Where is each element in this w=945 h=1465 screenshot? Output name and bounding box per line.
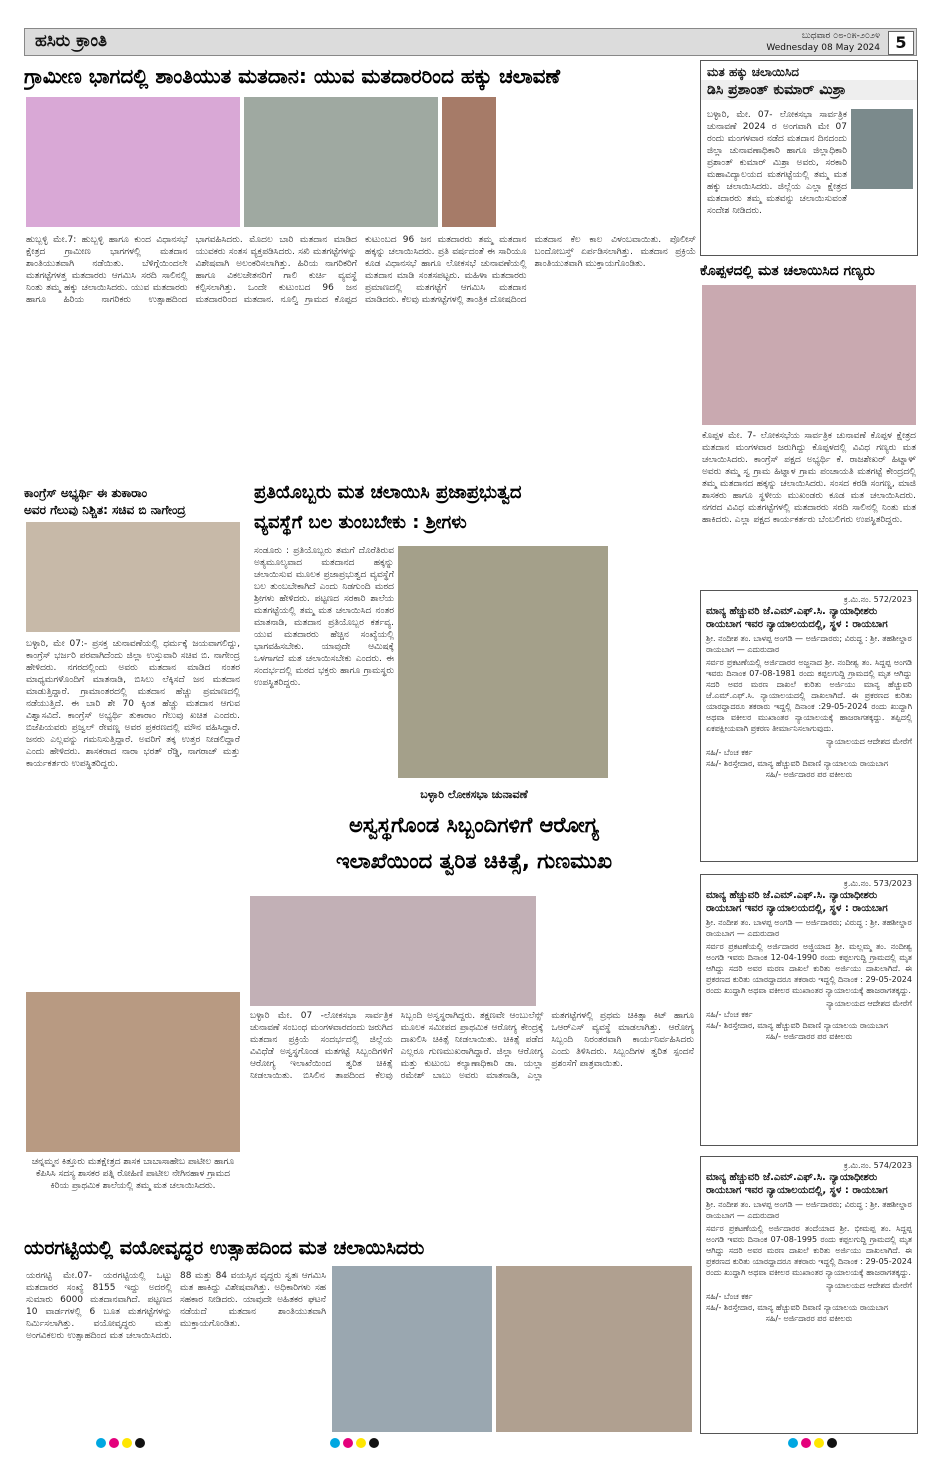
congress-headline-2: ಅವರ ಗೆಲುವು ನಿಶ್ಚಿತ: ಸಚಿವ ಬಿ ನಾಗೇಂದ್ರ bbox=[24, 503, 186, 517]
health-photo-collage bbox=[250, 896, 536, 1006]
registration-dot bbox=[330, 1438, 340, 1448]
health-body: ಬಳ್ಳಾರಿ ಮೇ. 07 -ಲೋಕಸಭಾ ಸಾರ್ವತ್ರಿಕ ಚುನಾವಣೆ ಸಂಬಂಧ ಮಂಗಳವಾರದಂದು ಜರುಗಿದ ಮತದಾನ ಪ್ರಕ್ರಿಯೆ ಸಂದರ್ಭದಲ್ಲಿ ಜಿಲ್ಲೆಯ ವಿವಿಧೆಡೆ ಅಸ್ವಸ್ಥಗೊಂಡ ಮತಗಟ್ಟೆ ಸಿಬ್ಬಂದಿಗಳಿಗೆ ಆರೋಗ್ಯ ಇಲಾಖೆಯಿಂದ ತ್ವರಿತ ಚಿಕಿತ್ಸೆ ನೀಡಲಾಯಿತು. ಬಿಸಿಲಿನ ತಾಪದಿಂದ ಕೆಲವು ಸಿಬ್ಬಂದಿ ಅಸ್ವಸ್ಥರಾಗಿದ್ದರು. ತಕ್ಷಣವೇ ಆಂಬುಲೆನ್ಸ್ ಮೂಲಕ ಸಮೀಪದ ಪ್ರಾಥಮಿಕ ಆರೋಗ್ಯ ಕೇಂದ್ರಕ್ಕೆ ದಾಖಲಿಸಿ ಚಿಕಿತ್ಸೆ ನೀಡಲಾಯಿತು. ಚಿಕಿತ್ಸೆ ಪಡೆದ ಎಲ್ಲರೂ ಗುಣಮುಖರಾಗಿದ್ದಾರೆ. ಜಿಲ್ಲಾ ಆರೋಗ್ಯ ಮತ್ತು ಕುಟುಂಬ ಕಲ್ಯಾಣಾಧಿಕಾರಿ ಡಾ. ಯಲ್ಲಾ ರಮೇಶ್ ಬಾಬು ಅವರು ಮಾತನಾಡಿ, ಎಲ್ಲಾ ಮತಗಟ್ಟೆಗಳಲ್ಲಿ ಪ್ರಥಮ ಚಿಕಿತ್ಸಾ ಕಿಟ್ ಹಾಗೂ ಒಆರ್‌ಎಸ್ ವ್ಯವಸ್ಥೆ ಮಾಡಲಾಗಿತ್ತು. ಆರೋಗ್ಯ ಸಿಬ್ಬಂದಿ ನಿರಂತರವಾಗಿ ಕಾರ್ಯನಿರ್ವಹಿಸಿದರು ಎಂದು ತಿಳಿಸಿದರು. ಸಿಬ್ಬಂದಿಗಳ ತ್ವರಿತ ಸ್ಪಂದನೆ ಪ್ರಶಂಸೆಗೆ ಪಾತ್ರವಾಯಿತು. bbox=[250, 1011, 694, 1081]
notice-3-judge: ಸಹಿ/- ಶಿರಸ್ತೇದಾರ, ಮಾನ್ಯ ಹೆಚ್ಚುವರಿ ದಿವಾಣಿ ನ್ಯಾಯಾಲಯ ರಾಯಬಾಗ bbox=[706, 1303, 889, 1312]
dc-photo bbox=[851, 109, 913, 189]
issue-date-en: Wednesday 08 May 2024 bbox=[766, 43, 880, 53]
notice-3-case-no: ಕ್ರ.ಮಿ.ನಂ. 574/2023 bbox=[843, 1161, 912, 1170]
lead-headline: ಗ್ರಾಮೀಣ ಭಾಗದಲ್ಲಿ ಶಾಂತಿಯುತ ಮತದಾನ: ಯುವ ಮತದಾರರಿಂದ ಹಕ್ಕು ಚಲಾವಣೆ bbox=[24, 64, 561, 88]
paper-name: ಹಸಿರು ಕ್ರಾಂತಿ bbox=[35, 31, 108, 51]
notice-3-parties: ಶ್ರೀ. ನಂದೀಶ ತಂ. ಬಾಳಪ್ಪ ಅಂಗಡಿ — ಅರ್ಜಿದಾರರು; ವಿರುದ್ಧ : ಶ್ರೀ. ತಹಶೀಲ್ದಾರ ರಾಯಬಾಗ — ಎದುರುದಾರ bbox=[706, 1200, 912, 1220]
elders-body: ಯರಗಟ್ಟಿ ಮೇ.07- ಯರಗಟ್ಟಿಯಲ್ಲಿ ಒಟ್ಟು ಮತದಾರರ ಸಂಖ್ಯೆ 8155 ಇದ್ದು ಅದರಲ್ಲಿ ಸುಮಾರು 6000 ಮತದಾನವಾಗಿದೆ. ಪಟ್ಟಣದ 10 ವಾರ್ಡಗಳಲ್ಲಿ 6 ಬೂತ ಮತಗಟ್ಟೆಗಳನ್ನು ನಿರ್ಮಿಸಲಾಗಿತ್ತು. ವಯೋವೃದ್ಧರು ಮತ್ತು ಅಂಗವಿಕಲರು ಉತ್ಸಾಹದಿಂದ ಮತ ಚಲಾಯಿಸಿದರು. 88 ಮತ್ತು 84 ವಯಸ್ಸಿನ ವೃದ್ಧರು ಸ್ವತಃ ಆಗಮಿಸಿ ಮತ ಹಾಕಿದ್ದು ವಿಶೇಷವಾಗಿತ್ತು. ಅಧಿಕಾರಿಗಳು ಸಹ ಸಹಕಾರ ನೀಡಿದರು. ಯಾವುದೇ ಅಹಿತಕರ ಘಟನೆ ನಡೆಯದೆ ಮತದಾನ ಶಾಂತಿಯುತವಾಗಿ ಮುಕ್ತಾಯಗೊಂಡಿತು. bbox=[26, 1271, 326, 1341]
elders-photo-1 bbox=[332, 1266, 492, 1432]
notice-1-order: ನ್ಯಾಯಾಲಯದ ಆದೇಶದ ಮೇರೆಗೆ bbox=[826, 737, 912, 746]
registration-dot bbox=[109, 1438, 119, 1448]
swamiji-headline-2: ವ್ಯವಸ್ಥೆಗೆ ಬಲ ತುಂಬಬೇಕು : ಶ್ರೀಗಳು bbox=[254, 512, 467, 533]
notice-3-clerk: ಸಹಿ/- ಬೆಂಚ ಕರ್ಕ bbox=[706, 1292, 753, 1301]
notice-2-case-no: ಕ್ರ.ಮಿ.ನಂ. 573/2023 bbox=[843, 879, 912, 888]
print-marks-left bbox=[96, 1438, 156, 1452]
issue-date bbox=[766, 30, 880, 54]
notice-2-judge: ಸಹಿ/- ಶಿರಸ್ತೇದಾರ, ಮಾನ್ಯ ಹೆಚ್ಚುವರಿ ದಿವಾಣಿ ನ್ಯಾಯಾಲಯ ರಾಯಬಾಗ bbox=[706, 1021, 889, 1030]
koppal-photo-collage bbox=[702, 285, 916, 425]
masthead bbox=[24, 28, 917, 56]
print-marks-right bbox=[788, 1438, 848, 1452]
lead-body-top bbox=[500, 97, 696, 227]
registration-dot bbox=[122, 1438, 132, 1448]
health-body-right bbox=[540, 880, 694, 1006]
mla-photo-caption: ಚನ್ನಮ್ಮನ ಕಿತ್ತೂರು ಮತಕ್ಷೇತ್ರದ ಶಾಸಕ ಬಾಬಾಸಾಹೇಬ ಪಾಟೀಲ ಹಾಗೂ ಕೆಪಿಸಿಸಿ ಸದಸ್ಯ ಶಾಸಕರ ಪತ್ನಿ ರೋಹಿಣಿ ಪಾಟೀಲ ನೇಗಿನಹಾಳ ಗ್ರಾಮದ ಕಿರಿಯ ಪ್ರಾಥಮಿಕ ಶಾಲೆಯಲ್ಲಿ ತಮ್ಮ ಮತ ಚಲಾಯಿಸಿದರು. bbox=[31, 1157, 235, 1191]
swamiji-body: ಸಂಡೂರು : ಪ್ರತಿಯೊಬ್ಬರು ತಮಗೆ ದೊರೆತಿರುವ ಅತ್ಯಮೂಲ್ಯವಾದ ಮತದಾನದ ಹಕ್ಕನ್ನು ಚಲಾಯಿಸುವ ಮೂಲಕ ಪ್ರಜಾಪ್ರಭುತ್ವದ ವ್ಯವಸ್ಥೆಗೆ ಬಲ ತುಂಬಬೇಕಾಗಿದೆ ಎಂದು ನಿಡಗುಂದಿ ಮಠದ ಶ್ರೀಗಳು ಹೇಳಿದರು. ಪಟ್ಟಣದ ಸರಕಾರಿ ಶಾಲೆಯ ಮತಗಟ್ಟೆಯಲ್ಲಿ ತಮ್ಮ ಮತ ಚಲಾಯಿಸಿದ ನಂತರ ಮಾತನಾಡಿ, ಮತದಾನ ಪ್ರತಿಯೊಬ್ಬರ ಕರ್ತವ್ಯ. ಯುವ ಮತದಾರರು ಹೆಚ್ಚಿನ ಸಂಖ್ಯೆಯಲ್ಲಿ ಭಾಗವಹಿಸಬೇಕು. ಯಾವುದೇ ಆಮಿಷಕ್ಕೆ ಒಳಗಾಗದೆ ಮತ ಚಲಾಯಿಸಬೇಕು ಎಂದರು. ಈ ಸಂದರ್ಭದಲ್ಲಿ ಮಠದ ಭಕ್ತರು ಹಾಗೂ ಗ್ರಾಮಸ್ಥರು ಉಪಸ್ಥಿತರಿದ್ದರು. bbox=[254, 546, 394, 688]
health-headline-2: ಇಲಾಖೆಯಿಂದ ತ್ವರಿತ ಚಿಕಿತ್ಸೆ, ಗುಣಮುಖ bbox=[335, 849, 613, 873]
registration-dot bbox=[96, 1438, 106, 1448]
swamiji-headline-1: ಪ್ರತಿಯೊಬ್ಬರು ಮತ ಚಲಾಯಿಸಿ ಪ್ರಜಾಪ್ರಭುತ್ವದ bbox=[254, 482, 522, 503]
notice-3-body: ಸರ್ವರ ಪ್ರಕಟಣೆಯಲ್ಲಿ ಅರ್ಜಿದಾರರ ತಂದೆಯಾದ ಶ್ರೀ. ಭೀಮಪ್ಪ ತಂ. ಸಿದ್ದಪ್ಪ ಅಂಗಡಿ ಇವರು ದಿನಾಂಕ 07-08-1995 ರಂದು ಕಪ್ಪಲಗುದ್ದಿ ಗ್ರಾಮದಲ್ಲಿ ಮೃತ ಆಗಿದ್ದು ಸದರಿ ಅವರ ಮರಣ ದಾಖಲೆ ಕುರಿತು ಅರ್ಜಿಯು ದಾಖಲಾಗಿದೆ. ಈ ಪ್ರಕರಣದ ಕುರಿತು ಯಾರದ್ದಾದರೂ ತಕರಾರು ಇದ್ದಲ್ಲಿ ದಿನಾಂಕ : 29-05-2024 ರಂದು ಖುದ್ದಾಗಿ ಅಥವಾ ವಕೀಲರ ಮುಖಾಂತರ ನ್ಯಾಯಾಲಯಕ್ಕೆ ಹಾಜರಾಗತಕ್ಕದ್ದು. bbox=[706, 1224, 912, 1277]
dc-story bbox=[700, 60, 918, 256]
court-notice-2 bbox=[700, 874, 918, 1146]
notice-2-clerk: ಸಹಿ/- ಬೆಂಚ ಕರ್ಕ bbox=[706, 1010, 753, 1019]
dc-headline: ಡಿಸಿ ಪ್ರಶಾಂತ್ ಕುಮಾರ್ ಮಿಶ್ರಾ bbox=[701, 80, 917, 100]
registration-dot bbox=[356, 1438, 366, 1448]
registration-dot bbox=[135, 1438, 145, 1448]
registration-dot bbox=[788, 1438, 798, 1448]
registration-dot bbox=[801, 1438, 811, 1448]
notice-2-advocate: ಸಹಿ/- ಅರ್ಜಿದಾರರ ಪರ ವಕೀಲರು bbox=[765, 1032, 853, 1041]
notice-3-order: ನ್ಯಾಯಾಲಯದ ಆದೇಶದ ಮೇರೆಗೆ bbox=[826, 1281, 912, 1290]
notice-1-court: ಮಾನ್ಯ ಹೆಚ್ಚುವರಿ ಜೆ.ಎಮ್.ಎಫ್.ಸಿ. ನ್ಯಾಯಾಧೀಶರು ರಾಯಬಾಗ ಇವರ ನ್ಯಾಯಾಲಯದಲ್ಲಿ, ಸ್ಥಳ : ರಾಯಬಾಗ bbox=[706, 606, 888, 630]
elders-headline: ಯರಗಟ್ಟಿಯಲ್ಲಿ ವಯೋವೃದ್ಧರ ಉತ್ಸಾಹದಿಂದ ಮತ ಚಲಾಯಿಸಿದರು bbox=[24, 1237, 425, 1259]
elders-photo-2 bbox=[496, 1266, 692, 1432]
swamiji-photo bbox=[398, 546, 608, 778]
notice-2-court: ಮಾನ್ಯ ಹೆಚ್ಚುವರಿ ಜೆ.ಎಮ್.ಎಫ್.ಸಿ. ನ್ಯಾಯಾಧೀಶರು ರಾಯಬಾಗ ಇವರ ನ್ಯಾಯಾಲಯದಲ್ಲಿ, ಸ್ಥಳ : ರಾಯಬಾಗ bbox=[706, 890, 888, 914]
notice-1-advocate: ಸಹಿ/- ಅರ್ಜಿದಾರರ ಪರ ವಕೀಲರು bbox=[765, 770, 853, 779]
dc-kicker: ಮತ ಹಕ್ಕು ಚಲಾಯಿಸಿದ bbox=[707, 65, 800, 79]
registration-dot bbox=[369, 1438, 379, 1448]
sakhi-booth-photo bbox=[26, 97, 240, 227]
koppal-headline: ಕೊಪ್ಪಳದಲ್ಲಿ ಮತ ಚಲಾಯಿಸಿದ ಗಣ್ಯರು bbox=[700, 263, 875, 279]
notice-2-order: ನ್ಯಾಯಾಲಯದ ಆದೇಶದ ಮೇರೆಗೆ bbox=[826, 999, 912, 1008]
notice-2-body: ಸರ್ವರ ಪ್ರಕಟಣೆಯಲ್ಲಿ ಅರ್ಜಿದಾರರ ಅಜ್ಜಿಯಾದ ಶ್ರೀ. ಮಲ್ಲಮ್ಮ ತಂ. ನಂದೀಶ್ವ ಅಂಗಡಿ ಇವರು ದಿನಾಂಕ 12-04-1990 ರಂದು ಕಪ್ಪಲಗುದ್ದಿ ಗ್ರಾಮದಲ್ಲಿ ಮೃತ ಆಗಿದ್ದು ಸದರಿ ಅವರ ಮರಣ ದಾಖಲೆ ಕುರಿತು ಅರ್ಜಿಯು ದಾಖಲಾಗಿದೆ. ಈ ಪ್ರಕರಣದ ಕುರಿತು ಯಾರದ್ದಾದರೂ ತಕರಾರು ಇದ್ದಲ್ಲಿ ದಿನಾಂಕ : 29-05-2024 ರಂದು ಖುದ್ದಾಗಿ ಅಥವಾ ವಕೀಲರ ಮುಖಾಂತರ ನ್ಯಾಯಾಲಯಕ್ಕೆ ಹಾಜರಾಗತಕ್ಕದ್ದು. bbox=[706, 942, 912, 995]
notice-1-body: ಸರ್ವರ ಪ್ರಕಟಣೆಯಲ್ಲಿ ಅರ್ಜಿದಾರರ ಅಜ್ಜನಾದ ಶ್ರೀ. ನಂದೀಶ್ವ ತಂ. ಸಿದ್ದಪ್ಪ ಅಂಗಡಿ ಇವರು ದಿನಾಂಕ 07-08-1981 ರಂದು ಕಪ್ಪಲಗುದ್ದಿ ಗ್ರಾಮದಲ್ಲಿ ಮೃತ ಆಗಿದ್ದು ಸದರಿ ಅವರ ಮರಣ ದಾಖಲೆ ಕುರಿತು ಅರ್ಜಿಯು ಮಾನ್ಯ ಹೆಚ್ಚುವರಿ ಜೆ.ಎಮ್.ಎಫ್.ಸಿ. ನ್ಯಾಯಾಲಯದಲ್ಲಿ ದಾಖಲಾಗಿದೆ. ಈ ಪ್ರಕರಣದ ಕುರಿತು ಯಾರದ್ದಾದರೂ ತಕರಾರು ಇದ್ದಲ್ಲಿ ದಿನಾಂಕ :29-05-2024 ರಂದು ಖುದ್ದಾಗಿ ಅಥವಾ ವಕೀಲರ ಮುಖಾಂತರ ನ್ಯಾಯಾಲಯಕ್ಕೆ ಹಾಜರಾಗತಕ್ಕದ್ದು. ತಪ್ಪಿದಲ್ಲಿ ಏಕಪಕ್ಷೀಯವಾಗಿ ಪ್ರಕರಣ ತೀರ್ಮಾನಿಸಲಾಗುವುದು. bbox=[706, 658, 912, 733]
elderly-voter-photo bbox=[442, 97, 496, 227]
notice-1-parties: ಶ್ರೀ. ನಂದೀಶ ತಂ. ಬಾಳಪ್ಪ ಅಂಗಡಿ — ಅರ್ಜಿದಾರರು; ವಿರುದ್ಧ : ಶ್ರೀ. ತಹಶೀಲ್ದಾರ ರಾಯಬಾಗ — ಎದುರುದಾರ bbox=[706, 634, 912, 654]
notice-1-judge: ಸಹಿ/- ಶಿರಸ್ತೇದಾರ, ಮಾನ್ಯ ಹೆಚ್ಚುವರಿ ದಿವಾಣಿ ನ್ಯಾಯಾಲಯ ರಾಯಬಾಗ bbox=[706, 759, 889, 768]
notice-2-parties: ಶ್ರೀ. ನಂದೀಶ ತಂ. ಬಾಳಪ್ಪ ಅಂಗಡಿ — ಅರ್ಜಿದಾರರು; ವಿರುದ್ಧ : ಶ್ರೀ. ತಹಶೀಲ್ದಾರ ರಾಯಬಾಗ — ಎದುರುದಾರ bbox=[706, 918, 912, 938]
koppal-body: ಕೊಪ್ಪಳ ಮೇ. 7- ಲೋಕಸಭೆಯ ಸಾರ್ವತ್ರಿಕ ಚುನಾವಣೆ ಕೊಪ್ಪಳ ಕ್ಷೇತ್ರದ ಮತದಾನ ಮಂಗಳವಾರ ಜರುಗಿದ್ದು ಕೊಪ್ಪಳದಲ್ಲಿ ವಿವಿಧ ಗಣ್ಯರು ಮತ ಚಲಾಯಿಸಿದರು. ಕಾಂಗ್ರೆಸ್ ಪಕ್ಷದ ಅಭ್ಯರ್ಥಿ ಕೆ. ರಾಜಶೇಖರ್ ಹಿಟ್ನಾಳ್ ಅವರು ತಮ್ಮ ಸ್ವ ಗ್ರಾಮ ಹಿಟ್ನಾಳ ಗ್ರಾಮ ಪಂಚಾಯತಿ ಮತಗಟ್ಟೆ ಕೇಂದ್ರದಲ್ಲಿ ತಮ್ಮ ಮತದಾನದ ಹಕ್ಕನ್ನು ಚಲಾಯಿಸಿದರು. ಸಂಸದ ಕರಡಿ ಸಂಗಣ್ಣ, ಮಾಜಿ ಶಾಸಕರು ಹಾಗೂ ಸ್ಥಳೀಯ ಮುಖಂಡರು ಕೂಡ ಮತ ಚಲಾಯಿಸಿದರು. ನಗರದ ವಿವಿಧ ಮತಗಟ್ಟೆಗಳಲ್ಲಿ ಮತದಾರರು ಸರದಿ ಸಾಲಿನಲ್ಲಿ ನಿಂತು ಮತ ಹಾಕಿದರು. ಎಲ್ಲಾ ಪಕ್ಷದ ಕಾರ್ಯಕರ್ತರು ಬೆಂಬಲಿಗರು ಉಪಸ್ಥಿತರಿದ್ದರು. bbox=[702, 431, 916, 525]
notice-3-court: ಮಾನ್ಯ ಹೆಚ್ಚುವರಿ ಜೆ.ಎಮ್.ಎಫ್.ಸಿ. ನ್ಯಾಯಾಧೀಶರು ರಾಯಬಾಗ ಇವರ ನ್ಯಾಯಾಲಯದಲ್ಲಿ, ಸ್ಥಳ : ರಾಯಬಾಗ bbox=[706, 1172, 888, 1196]
mla-couple-photo bbox=[26, 992, 240, 1152]
issue-date-kn: ಬುಧವಾರ ೦೮-೦೫-೨೦೨೪ bbox=[801, 31, 880, 41]
congress-headline-1: ಕಾಂಗ್ರೆಸ್ ಅಭ್ಯರ್ಥಿ ಈ ತುಕಾರಾಂ bbox=[24, 486, 148, 500]
health-headline-1: ಅಸ್ವಸ್ಥಗೊಂಡ ಸಿಬ್ಬಂದಿಗಳಿಗೆ ಆರೋಗ್ಯ bbox=[348, 813, 600, 837]
congress-body: ಬಳ್ಳಾರಿ, ಮೇ 07:- ಪ್ರಸಕ್ತ ಚುನಾವಣೆಯಲ್ಲಿ ಧರ್ಮಕ್ಕೆ ಜಯವಾಗಲಿದ್ದು, ಕಾಂಗ್ರೆಸ್ ಭರ್ಜರಿ ಪರವಾಗಿದೆಂದು ಜಿಲ್ಲಾ ಉಸ್ತುವಾರಿ ಸಚಿವ ಬಿ. ನಾಗೇಂದ್ರ ಹೇಳಿದರು. ನಗರದಲ್ಲಿಂದು ಅವರು ಮತದಾನ ಮಾಡಿದ ನಂತರ ಮಾಧ್ಯಮಗಳೊಂದಿಗೆ ಮಾತನಾಡಿ, ಬಿಸಿಲು ಲೆಕ್ಕಿಸದೆ ಜನ ಮತದಾನ ಮಾಡುತ್ತಿದ್ದಾರೆ. ಗ್ರಾಮಾಂತರದಲ್ಲಿ ಮತದಾನ ಹೆಚ್ಚು ಪ್ರಮಾಣದಲ್ಲಿ ನಡೆಯುತ್ತಿದೆ. ಈ ಬಾರಿ ಶೇ 70 ಕ್ಕಿಂತ ಹೆಚ್ಚು ಮತದಾನ ಆಗುವ ವಿಶ್ವಾಸವಿದೆ. ಕಾಂಗ್ರೆಸ್ ಅಭ್ಯರ್ಥಿ ತುಕಾರಾಂ ಗೆಲುವು ಖಚಿತ ಎಂದರು. ಬಿಜೆಪಿಯವರು ಪ್ರಜ್ವಲ್ ರೇವಣ್ಣ ಅವರ ಪ್ರಕರಣದಲ್ಲಿ ಮೌನ ವಹಿಸಿದ್ದಾರೆ. ಜನರು ಎಲ್ಲವನ್ನು ಗಮನಿಸುತ್ತಿದ್ದಾರೆ. ಅವರಿಗೆ ತಕ್ಕ ಉತ್ತರ ನೀಡಲಿದ್ದಾರೆ ಎಂದು ಹೇಳಿದರು. ಶಾಸಕರಾದ ನಾರಾ ಭರತ್ ರೆಡ್ಡಿ, ನಾಗರಾಜ್ ಮತ್ತು ಕಾರ್ಯಕರ್ತರು ಉಪಸ್ಥಿತರಿದ್ದರು. bbox=[26, 639, 240, 769]
lead-body: ಹುಬ್ಬಳ್ಳಿ ಮೇ.7: ಹುಬ್ಬಳ್ಳಿ ಹಾಗೂ ಕುಂದ ವಿಧಾನಸಭೆ ಕ್ಷೇತ್ರದ ಗ್ರಾಮೀಣ ಭಾಗಗಳಲ್ಲಿ ಮತದಾನ ಶಾಂತಿಯುತವಾಗಿ ನಡೆಯಿತು. ಬೆಳಿಗ್ಗೆಯಿಂದಲೇ ಮತಗಟ್ಟೆಗಳತ್ತ ಮತದಾರರು ಆಗಮಿಸಿ ಸರದಿ ಸಾಲಿನಲ್ಲಿ ನಿಂತು ತಮ್ಮ ಹಕ್ಕು ಚಲಾಯಿಸಿದರು. ಯುವ ಮತದಾರರು ಹಾಗೂ ಹಿರಿಯ ನಾಗರಿಕರು ಉತ್ಸಾಹದಿಂದ ಭಾಗವಹಿಸಿದರು. ಮೊದಲ ಬಾರಿ ಮತದಾನ ಮಾಡಿದ ಯುವಕರು ಸಂತಸ ವ್ಯಕ್ತಪಡಿಸಿದರು. ಸಖಿ ಮತಗಟ್ಟೆಗಳನ್ನು ವಿಶೇಷವಾಗಿ ಅಲಂಕರಿಸಲಾಗಿತ್ತು. ಹಿರಿಯ ನಾಗರಿಕರಿಗೆ ಹಾಗೂ ವಿಕಲಚೇತನರಿಗೆ ಗಾಲಿ ಕುರ್ಚಿ ವ್ಯವಸ್ಥೆ ಕಲ್ಪಿಸಲಾಗಿತ್ತು. ಒಂದೇ ಕುಟುಂಬದ 96 ಜನ ಮತದಾರರಿಂದ ಮತದಾನ. ನೂಲ್ವಿ ಗ್ರಾಮದ ಕೊಪ್ಪದ ಕುಟುಂಬದ 96 ಜನ ಮತದಾರರು ತಮ್ಮ ಮತದಾನ ಹಕ್ಕನ್ನು ಚಲಾಯಿಸಿದರು. ಪ್ರತಿ ವರ್ಷದಂತೆ ಈ ಸಾರಿಯೂ ಕೂಡ ವಿಧಾನಸಭೆ ಹಾಗೂ ಲೋಕಸಭೆ ಚುನಾವಣೆಯಲ್ಲಿ ಮತದಾನ ಮಾಡಿ ಸಂತಸಪಟ್ಟರು. ಮಹಿಳಾ ಮತದಾರರು ಪ್ರಮಾಣದಲ್ಲಿ ಮತಗಟ್ಟೆಗೆ ಆಗಮಿಸಿ ಮತದಾನ ಮಾಡಿದರು. ಕೆಲವು ಮತಗಟ್ಟೆಗಳಲ್ಲಿ ತಾಂತ್ರಿಕ ದೋಷದಿಂದ ಮತದಾನ ಕೆಲ ಕಾಲ ವಿಳಂಬವಾಯಿತು. ಪೊಲೀಸ್ ಬಂದೋಬಸ್ತ್ ಏರ್ಪಡಿಸಲಾಗಿತ್ತು. ಮತದಾನ ಪ್ರಕ್ರಿಯೆ ಶಾಂತಿಯುತವಾಗಿ ಮುಕ್ತಾಯಗೊಂಡಿತು. bbox=[26, 235, 696, 305]
registration-dot bbox=[827, 1438, 837, 1448]
registration-dot bbox=[343, 1438, 353, 1448]
page-number: 5 bbox=[888, 31, 914, 55]
youth-voters-photo bbox=[244, 97, 438, 227]
court-notice-1 bbox=[700, 590, 918, 862]
minister-family-photo bbox=[26, 522, 240, 632]
dc-body: ಬಳ್ಳಾರಿ, ಮೇ. 07- ಲೋಕಸಭಾ ಸಾರ್ವತ್ರಿಕ ಚುನಾವಣೆ 2024 ರ ಅಂಗವಾಗಿ ಮೇ 07 ರಂದು ಮಂಗಳವಾರ ನಡೆದ ಮತದಾನ ದಿನದಂದು ಜಿಲ್ಲಾ ಚುನಾವಣಾಧಿಕಾರಿ ಹಾಗೂ ಜಿಲ್ಲಾಧಿಕಾರಿ ಪ್ರಶಾಂತ್ ಕುಮಾರ್ ಮಿಶ್ರಾ ಅವರು, ಸರಕಾರಿ ಮಹಾವಿದ್ಯಾಲಯದ ಮತಗಟ್ಟೆಯಲ್ಲಿ ತಮ್ಮ ಮತ ಹಕ್ಕು ಚಲಾಯಿಸಿದರು. ಜಿಲ್ಲೆಯ ಎಲ್ಲಾ ಕ್ಷೇತ್ರದ ಮತದಾರರು ತಮ್ಮ ಮತವನ್ನು ಚಲಾಯಿಸುವಂತೆ ಸಂದೇಶ ನೀಡಿದರು. bbox=[707, 110, 847, 216]
notice-3-advocate: ಸಹಿ/- ಅರ್ಜಿದಾರರ ಪರ ವಕೀಲರು bbox=[765, 1314, 853, 1323]
health-kicker: ಬಳ್ಳಾರಿ ಲೋಕಸಭಾ ಚುನಾವಣೆ bbox=[420, 788, 528, 801]
court-notice-3 bbox=[700, 1156, 918, 1434]
notice-1-clerk: ಸಹಿ/- ಬೆಂಚ ಕರ್ಕ bbox=[706, 748, 753, 757]
swamiji-body-right bbox=[612, 545, 692, 775]
notice-1-case-no: ಕ್ರ.ಮಿ.ನಂ. 572/2023 bbox=[843, 595, 912, 604]
registration-dot bbox=[814, 1438, 824, 1448]
print-marks-center bbox=[330, 1438, 390, 1452]
